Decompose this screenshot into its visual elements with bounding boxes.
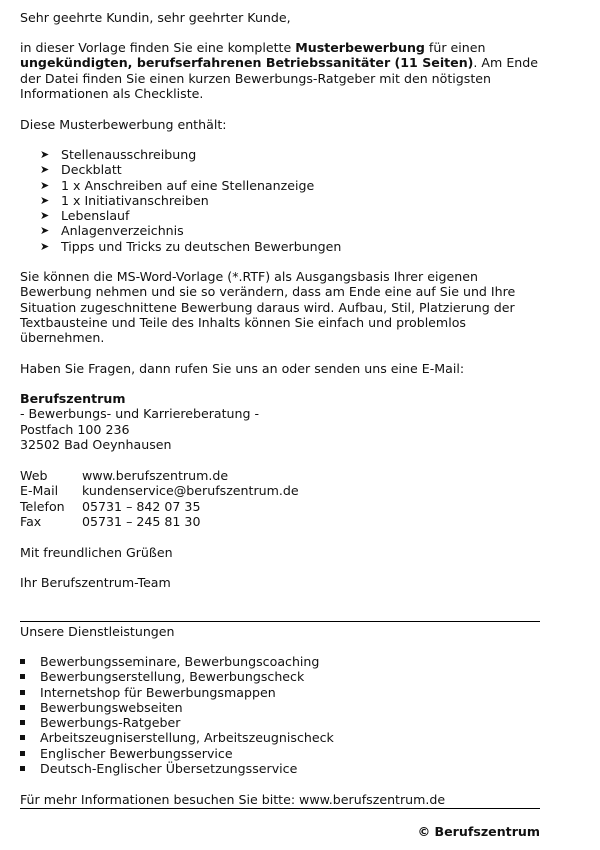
square-bullet-icon (20, 705, 25, 710)
arrow-bullet-icon: ➤ (40, 239, 50, 253)
contents-list (20, 147, 540, 254)
contents-heading: Diese Musterbewerbung enthält: (20, 117, 227, 132)
intro-bold-2: ungekündigten, berufserfahrenen Betriebssanitäter (11 Seiten) (20, 55, 474, 71)
arrow-bullet-icon: ➤ (40, 224, 50, 238)
contact-label: Fax (20, 513, 42, 529)
square-bullet-icon (20, 720, 25, 725)
list-item-text: Tipps und Tricks zu deutschen Bewerbungen (61, 238, 342, 254)
intro-line-1 (20, 40, 540, 55)
usage-paragraph (20, 269, 540, 345)
list-item-text: Deckblatt (61, 162, 122, 178)
company-name (20, 391, 540, 406)
intro-text-3: . Am Ende (473, 55, 538, 71)
contact-label: E-Mail (20, 483, 59, 499)
list-item (20, 178, 540, 193)
signature-line: Ihr Berufszentrum-Team (20, 575, 171, 590)
footer-info: Für mehr Informationen besuchen Sie bitte: www.berufszentrum.de (20, 792, 446, 807)
company-tagline: - Bewerbungs- und Karriereberatung - (20, 406, 260, 422)
square-bullet-icon (20, 735, 25, 740)
list-item-text: Englischer Bewerbungsservice (40, 745, 233, 761)
list-item (20, 669, 540, 684)
email-link[interactable]: kundenservice@berufszentrum.de (82, 483, 299, 499)
usage-line: Bewerbung nehmen und sie so verändern, dass am Ende eine auf Sie und Ihre (20, 284, 516, 300)
usage-line: Sie können die MS-Word-Vorlage (*.RTF) als Ausgangsbasis Ihrer eigenen (20, 269, 478, 284)
intro-line-4: Informationen als Checkliste. (20, 85, 204, 101)
square-bullet-icon (20, 766, 25, 771)
copyright: © Berufszentrum (417, 824, 540, 839)
list-item (20, 730, 540, 745)
list-item (20, 162, 540, 177)
divider (20, 621, 540, 622)
address-block (20, 391, 540, 452)
list-item-text: Lebenslauf (61, 208, 130, 224)
contact-label: Web (20, 468, 48, 483)
list-item-text: 1 x Anschreiben auf eine Stellenanzeige (61, 177, 315, 193)
intro-bold-1: Musterbewerbung (295, 40, 425, 55)
list-item-text: Stellenausschreibung (61, 147, 197, 162)
company-name-text: Berufszentrum (20, 391, 126, 406)
list-item-text: 1 x Initiativanschreiben (61, 192, 209, 208)
contact-row-web (20, 468, 540, 483)
list-item (20, 761, 540, 776)
intro-line-3: der Datei finden Sie einen kurzen Bewerbungs-Ratgeber mit den nötigsten (20, 70, 492, 86)
website-link[interactable]: www.berufszentrum.de (82, 468, 229, 483)
list-item-text: Deutsch-Englischer Übersetzungsservice (40, 761, 298, 777)
arrow-bullet-icon: ➤ (40, 209, 50, 223)
list-item-text: Bewerbungserstellung, Bewerbungscheck (40, 669, 305, 685)
fax-value: 05731 – 245 81 30 (82, 513, 201, 529)
list-item (20, 715, 540, 730)
closing-line: Mit freundlichen Grüßen (20, 545, 173, 560)
intro-paragraph (20, 40, 540, 101)
arrow-bullet-icon: ➤ (40, 178, 50, 192)
questions-line: Haben Sie Fragen, dann rufen Sie uns an oder senden uns eine E-Mail: (20, 361, 465, 376)
square-bullet-icon (20, 690, 25, 695)
list-item-text: Bewerbungsseminare, Bewerbungscoaching (40, 654, 320, 669)
contact-label: Telefon (20, 498, 65, 514)
contact-row-phone (20, 499, 540, 514)
square-bullet-icon (20, 659, 25, 664)
footer-divider (20, 808, 540, 809)
list-item (20, 746, 540, 761)
intro-text-2: für einen (424, 40, 486, 55)
square-bullet-icon (20, 751, 25, 756)
postbox: Postfach 100 236 (20, 421, 130, 437)
phone-value: 05731 – 842 07 35 (82, 498, 201, 514)
list-item-text: Arbeitszeugniserstellung, Arbeitszeugnischeck (40, 730, 334, 746)
greeting: Sehr geehrte Kundin, sehr geehrter Kunde, (20, 10, 291, 25)
square-bullet-icon (20, 674, 25, 679)
list-item (20, 193, 540, 208)
usage-line: Situation zugeschnittene Bewerbung daraus wird. Aufbau, Stil, Platzierung der (20, 299, 515, 315)
list-item (20, 208, 540, 223)
arrow-bullet-icon: ➤ (40, 193, 50, 207)
list-item (20, 685, 540, 700)
arrow-bullet-icon: ➤ (40, 163, 50, 177)
list-item (20, 700, 540, 715)
intro-text-1: in dieser Vorlage finden Sie eine komplette (20, 40, 296, 55)
intro-line-2 (20, 55, 540, 70)
arrow-bullet-icon: ➤ (40, 148, 50, 161)
list-item (20, 147, 540, 162)
list-item (20, 654, 540, 669)
list-item (20, 239, 540, 254)
list-item-text: Bewerbungswebseiten (40, 699, 183, 715)
list-item-text: Bewerbungs-Ratgeber (40, 715, 181, 731)
contact-row-email (20, 483, 540, 498)
services-list (20, 654, 540, 776)
list-item-text: Internetshop für Bewerbungsmappen (40, 684, 276, 700)
contact-block (20, 468, 540, 529)
city: 32502 Bad Oeynhausen (20, 436, 172, 452)
contact-row-fax (20, 514, 540, 529)
usage-line: übernehmen. (20, 330, 105, 346)
services-heading: Unsere Dienstleistungen (20, 624, 175, 639)
usage-line: Textbausteine und Teile des Inhalts können Sie einfach und problemlos (20, 314, 466, 330)
list-item (20, 223, 540, 238)
list-item-text: Anlagenverzeichnis (61, 223, 184, 239)
